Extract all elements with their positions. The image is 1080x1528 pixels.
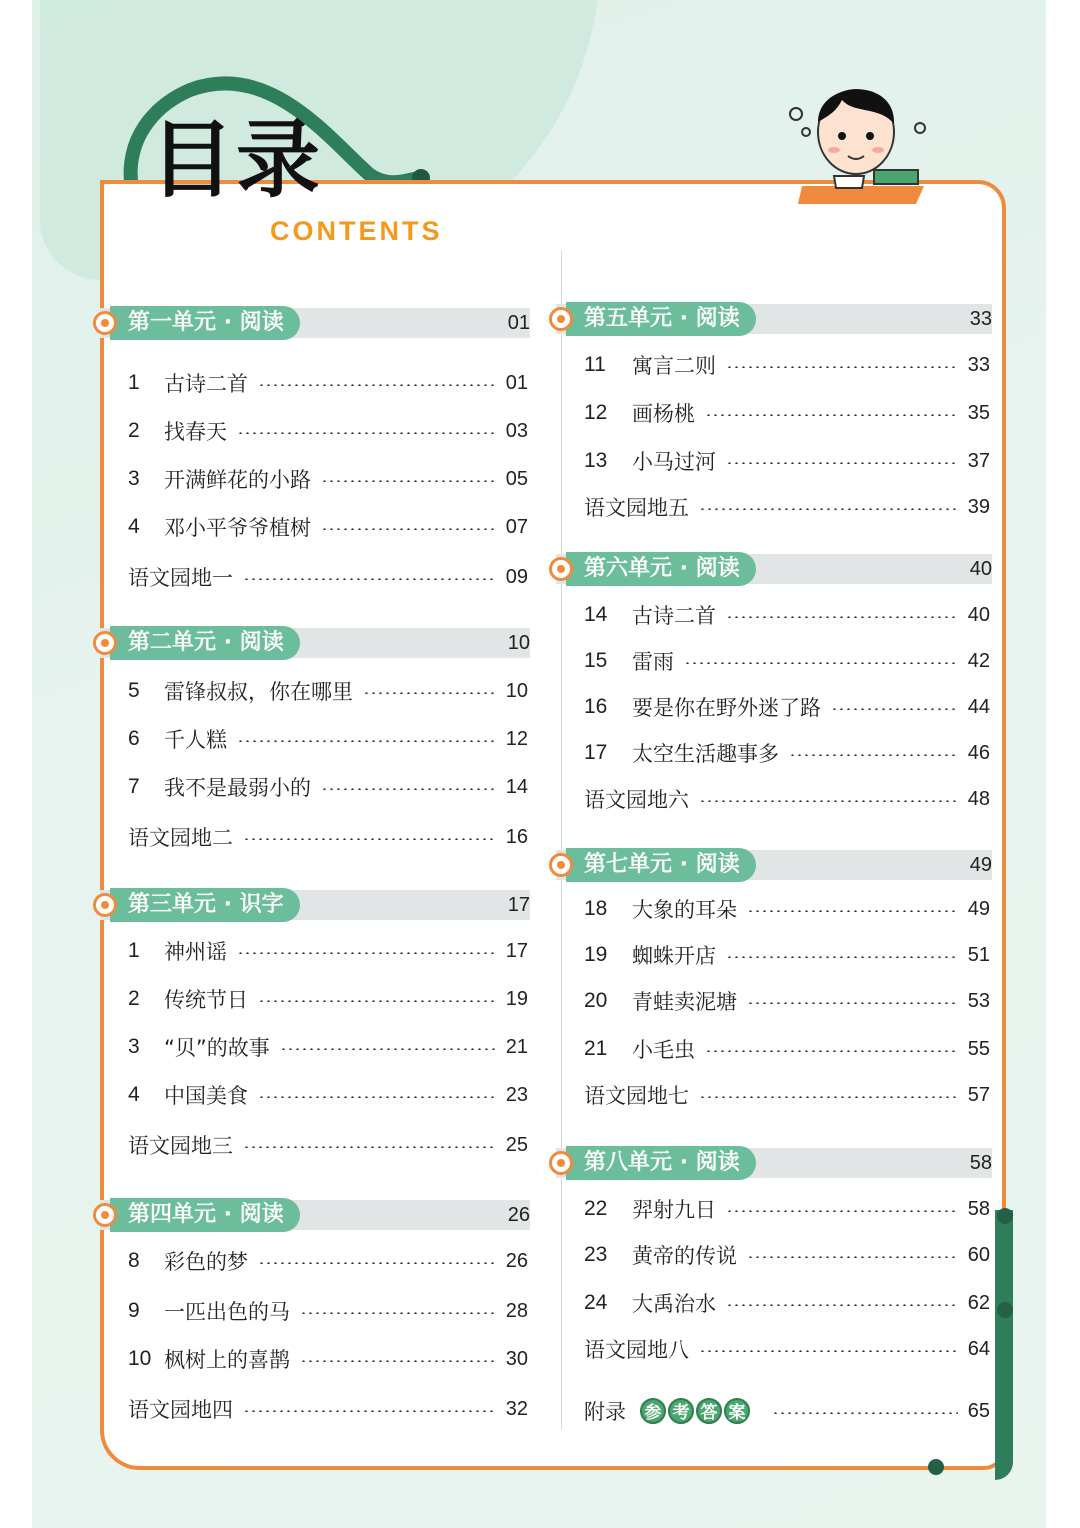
toc-entry[interactable] <box>584 1034 990 1064</box>
dot-leader <box>726 462 958 464</box>
lesson-number: 8 <box>128 1249 140 1272</box>
lesson-title: 语文园地四 <box>128 1398 233 1422</box>
lesson-title: 画杨桃 <box>632 402 695 426</box>
lesson-page-number: 42 <box>967 649 990 672</box>
unit-page-number: 33 <box>969 308 992 330</box>
lesson-number: 22 <box>584 1197 608 1220</box>
lesson-title: “贝”的故事 <box>164 1036 270 1060</box>
unit-title: 第七单元 · 阅读 <box>566 848 756 882</box>
lesson-page-number: 46 <box>967 741 990 764</box>
lesson-number: 9 <box>128 1299 140 1322</box>
lesson-number: 13 <box>584 449 608 472</box>
lesson-page-number: 39 <box>967 495 990 518</box>
unit-title: 第一单元 · 阅读 <box>110 306 300 340</box>
decorative-dot <box>997 1208 1013 1224</box>
unit-header <box>556 1146 992 1180</box>
lesson-page-number: 44 <box>967 695 990 718</box>
lesson-page-number: 09 <box>505 565 528 588</box>
dot-leader <box>300 1312 496 1314</box>
unit-title: 第三单元 · 识字 <box>110 888 300 922</box>
unit-title: 第五单元 · 阅读 <box>566 302 756 336</box>
dot-leader <box>699 1096 958 1098</box>
toc-entry[interactable] <box>128 936 528 966</box>
unit-page-number: 58 <box>969 1152 992 1174</box>
unit-page-number: 40 <box>969 558 992 580</box>
toc-entry[interactable] <box>128 1246 528 1276</box>
dot-leader <box>726 1210 958 1212</box>
toc-entry[interactable] <box>584 692 990 722</box>
toc-entry[interactable] <box>584 894 990 924</box>
unit-bullet-icon <box>549 307 573 331</box>
lesson-title: 黄帝的传说 <box>632 1244 737 1268</box>
toc-entry[interactable] <box>128 822 528 852</box>
lesson-title: 大禹治水 <box>632 1292 716 1316</box>
dot-leader <box>321 480 496 482</box>
answer-key-char: 参 <box>640 1398 666 1424</box>
lesson-number: 14 <box>584 603 608 626</box>
toc-entry[interactable] <box>128 512 528 542</box>
lesson-number: 21 <box>584 1037 608 1060</box>
unit-page-number: 17 <box>507 894 530 916</box>
dot-leader <box>243 838 496 840</box>
lesson-page-number: 40 <box>967 603 990 626</box>
lesson-number: 17 <box>584 741 608 764</box>
lesson-number: 11 <box>584 353 606 376</box>
dot-leader <box>363 692 496 694</box>
lesson-page-number: 14 <box>505 775 528 798</box>
lesson-page-number: 53 <box>967 989 990 1012</box>
lesson-page-number: 19 <box>505 987 528 1010</box>
lesson-number: 3 <box>128 467 140 490</box>
lesson-title: 语文园地二 <box>128 826 233 850</box>
answer-key-char: 考 <box>668 1398 694 1424</box>
toc-entry[interactable] <box>584 784 990 814</box>
dot-leader <box>237 432 496 434</box>
lesson-page-number: 16 <box>505 825 528 848</box>
dot-leader <box>726 616 958 618</box>
lesson-title: 开满鲜花的小路 <box>164 468 311 492</box>
toc-entry[interactable] <box>584 1334 990 1364</box>
lesson-page-number: 33 <box>967 353 990 376</box>
unit-bullet-icon <box>549 1151 573 1175</box>
toc-entry[interactable] <box>584 350 990 380</box>
lesson-title: 青蛙卖泥塘 <box>632 990 737 1014</box>
unit-title: 第二单元 · 阅读 <box>110 626 300 660</box>
unit-header <box>556 302 992 336</box>
toc-entry[interactable] <box>584 940 990 970</box>
lesson-title: 语文园地一 <box>128 566 233 590</box>
unit-header <box>556 848 992 882</box>
unit-page-number: 10 <box>507 632 530 654</box>
dot-leader <box>747 1002 958 1004</box>
decorative-side-bar <box>995 1210 1013 1480</box>
lesson-page-number: 10 <box>505 679 528 702</box>
appendix-entry[interactable] <box>584 1396 990 1426</box>
toc-entry[interactable] <box>584 1194 990 1224</box>
lesson-number: 16 <box>584 695 608 718</box>
dot-leader <box>243 1410 496 1412</box>
lesson-title: 邓小平爷爷植树 <box>164 516 311 540</box>
lesson-title: 枫树上的喜鹊 <box>164 1348 290 1372</box>
dot-leader <box>321 788 496 790</box>
toc-entry[interactable] <box>128 1080 528 1110</box>
lesson-number: 2 <box>128 987 140 1010</box>
page-subtitle: CONTENTS <box>270 216 443 246</box>
unit-bullet-icon <box>93 893 117 917</box>
unit-header <box>100 1198 530 1232</box>
lesson-page-number: 26 <box>505 1249 528 1272</box>
answer-key-char: 案 <box>724 1398 750 1424</box>
lesson-page-number: 64 <box>967 1337 990 1360</box>
lesson-page-number: 17 <box>505 939 528 962</box>
toc-entry[interactable] <box>128 676 528 706</box>
toc-entry[interactable] <box>128 1296 528 1326</box>
dot-leader <box>258 1000 496 1002</box>
lesson-title: 要是你在野外迷了路 <box>632 696 821 720</box>
lesson-number: 1 <box>128 939 140 962</box>
unit-header <box>100 888 530 922</box>
lesson-page-number: 37 <box>967 449 990 472</box>
toc-entry[interactable] <box>128 724 528 754</box>
dot-leader <box>726 1304 958 1306</box>
unit-bullet-icon <box>93 311 117 335</box>
toc-entry[interactable] <box>128 772 528 802</box>
page-title: 目录 <box>150 111 323 209</box>
toc-entry[interactable] <box>584 398 990 428</box>
answer-key-char: 答 <box>696 1398 722 1424</box>
lesson-page-number: 01 <box>505 371 528 394</box>
lesson-number: 2 <box>128 419 140 442</box>
toc-entry[interactable] <box>584 1288 990 1318</box>
dot-leader <box>705 414 958 416</box>
lesson-number: 3 <box>128 1035 140 1058</box>
dot-leader <box>772 1412 958 1414</box>
lesson-number: 15 <box>584 649 608 672</box>
toc-entry[interactable] <box>128 562 528 592</box>
lesson-title: 一匹出色的马 <box>164 1300 290 1324</box>
dot-leader <box>726 956 958 958</box>
unit-bullet-icon <box>549 557 573 581</box>
dot-leader <box>699 1350 958 1352</box>
toc-entry[interactable] <box>128 368 528 398</box>
reading-boy-illustration <box>784 66 934 206</box>
lesson-title: 语文园地七 <box>584 1084 689 1108</box>
dot-leader <box>747 910 958 912</box>
unit-page-number: 26 <box>507 1204 530 1226</box>
dot-leader <box>699 800 958 802</box>
unit-title: 第六单元 · 阅读 <box>566 552 756 586</box>
lesson-page-number: 62 <box>967 1291 990 1314</box>
lesson-number: 7 <box>128 775 140 798</box>
lesson-number: 18 <box>584 897 608 920</box>
lesson-page-number: 23 <box>505 1083 528 1106</box>
dot-leader <box>243 1146 496 1148</box>
dot-leader <box>237 952 496 954</box>
lesson-number: 5 <box>128 679 140 702</box>
lesson-title: 彩色的梦 <box>164 1250 248 1274</box>
unit-title: 第四单元 · 阅读 <box>110 1198 300 1232</box>
lesson-title: 古诗二首 <box>632 604 716 628</box>
toc-entry[interactable] <box>584 492 990 522</box>
lesson-title: 小马过河 <box>632 450 716 474</box>
toc-entry[interactable] <box>128 1394 528 1424</box>
dot-leader <box>699 508 958 510</box>
dot-leader <box>300 1360 496 1362</box>
column-divider <box>561 250 562 1430</box>
lesson-title: 寓言二则 <box>632 354 716 378</box>
lesson-title: 千人糕 <box>164 728 227 752</box>
dot-leader <box>705 1050 958 1052</box>
decorative-dot <box>997 1302 1013 1318</box>
dot-leader <box>684 662 958 664</box>
lesson-title: 语文园地三 <box>128 1134 233 1158</box>
lesson-page-number: 48 <box>967 787 990 810</box>
lesson-title: 我不是最弱小的 <box>164 776 311 800</box>
toc-entry[interactable] <box>584 1240 990 1270</box>
lesson-page-number: 58 <box>967 1197 990 1220</box>
toc-entry[interactable] <box>128 464 528 494</box>
lesson-title: 语文园地八 <box>584 1338 689 1362</box>
lesson-page-number: 51 <box>967 943 990 966</box>
toc-entry[interactable] <box>128 416 528 446</box>
unit-bullet-icon <box>549 853 573 877</box>
toc-entry[interactable] <box>584 738 990 768</box>
lesson-number: 6 <box>128 727 140 750</box>
lesson-page-number: 03 <box>505 419 528 442</box>
dot-leader <box>831 708 958 710</box>
toc-entry[interactable] <box>584 446 990 476</box>
unit-page-number: 01 <box>507 312 530 334</box>
lesson-title: 雷锋叔叔，你在哪里 <box>164 680 353 704</box>
lesson-number: 10 <box>128 1347 152 1370</box>
lesson-page-number: 21 <box>505 1035 528 1058</box>
lesson-number: 4 <box>128 515 140 538</box>
lesson-number: 23 <box>584 1243 608 1266</box>
dot-leader <box>258 1262 496 1264</box>
lesson-title: 小毛虫 <box>632 1038 695 1062</box>
lesson-title: 中国美食 <box>164 1084 248 1108</box>
dot-leader <box>789 754 958 756</box>
toc-entry[interactable] <box>584 986 990 1016</box>
dot-leader <box>280 1048 496 1050</box>
toc-entry[interactable] <box>584 1080 990 1110</box>
lesson-title: 蜘蛛开店 <box>632 944 716 968</box>
lesson-title: 找春天 <box>164 420 227 444</box>
lesson-title: 传统节日 <box>164 988 248 1012</box>
lesson-title: 雷雨 <box>632 650 674 674</box>
dot-leader <box>726 366 958 368</box>
dot-leader <box>258 1096 496 1098</box>
unit-bullet-icon <box>93 1203 117 1227</box>
lesson-number: 12 <box>584 401 608 424</box>
lesson-page-number: 28 <box>505 1299 528 1322</box>
lesson-title: 语文园地六 <box>584 788 689 812</box>
unit-bullet-icon <box>93 631 117 655</box>
lesson-title: 大象的耳朵 <box>632 898 737 922</box>
lesson-page-number: 32 <box>505 1397 528 1420</box>
lesson-page-number: 30 <box>505 1347 528 1370</box>
lesson-title: 神州谣 <box>164 940 227 964</box>
lesson-page-number: 12 <box>505 727 528 750</box>
lesson-page-number: 05 <box>505 467 528 490</box>
dot-leader <box>321 528 496 530</box>
lesson-title: 羿射九日 <box>632 1198 716 1222</box>
dot-leader <box>237 740 496 742</box>
lesson-page-number: 55 <box>967 1037 990 1060</box>
lesson-number: 1 <box>128 371 140 394</box>
lesson-number: 24 <box>584 1291 608 1314</box>
toc-entry[interactable] <box>128 1032 528 1062</box>
unit-header <box>100 626 530 660</box>
dot-leader <box>258 384 496 386</box>
toc-entry[interactable] <box>584 646 990 676</box>
toc-entry[interactable] <box>128 1130 528 1160</box>
lesson-page-number: 35 <box>967 401 990 424</box>
unit-title: 第八单元 · 阅读 <box>566 1146 756 1180</box>
lesson-title: 太空生活趣事多 <box>632 742 779 766</box>
lesson-page-number: 60 <box>967 1243 990 1266</box>
appendix-label: 附录 <box>584 1400 626 1424</box>
toc-entry[interactable] <box>584 600 990 630</box>
lesson-title: 语文园地五 <box>584 496 689 520</box>
lesson-number: 20 <box>584 989 608 1012</box>
lesson-page-number: 25 <box>505 1133 528 1156</box>
unit-header <box>556 552 992 586</box>
lesson-number: 19 <box>584 943 608 966</box>
lesson-page-number: 49 <box>967 897 990 920</box>
dot-leader <box>747 1256 958 1258</box>
toc-entry[interactable] <box>128 1344 528 1374</box>
appendix-page-number: 65 <box>967 1399 990 1422</box>
unit-page-number: 49 <box>969 854 992 876</box>
lesson-title: 古诗二首 <box>164 372 248 396</box>
lesson-page-number: 57 <box>967 1083 990 1106</box>
unit-header <box>100 306 530 340</box>
answer-key-badge <box>640 1398 750 1424</box>
decorative-dot <box>928 1459 944 1475</box>
lesson-page-number: 07 <box>505 515 528 538</box>
toc-entry[interactable] <box>128 984 528 1014</box>
dot-leader <box>243 578 496 580</box>
lesson-number: 4 <box>128 1083 140 1106</box>
